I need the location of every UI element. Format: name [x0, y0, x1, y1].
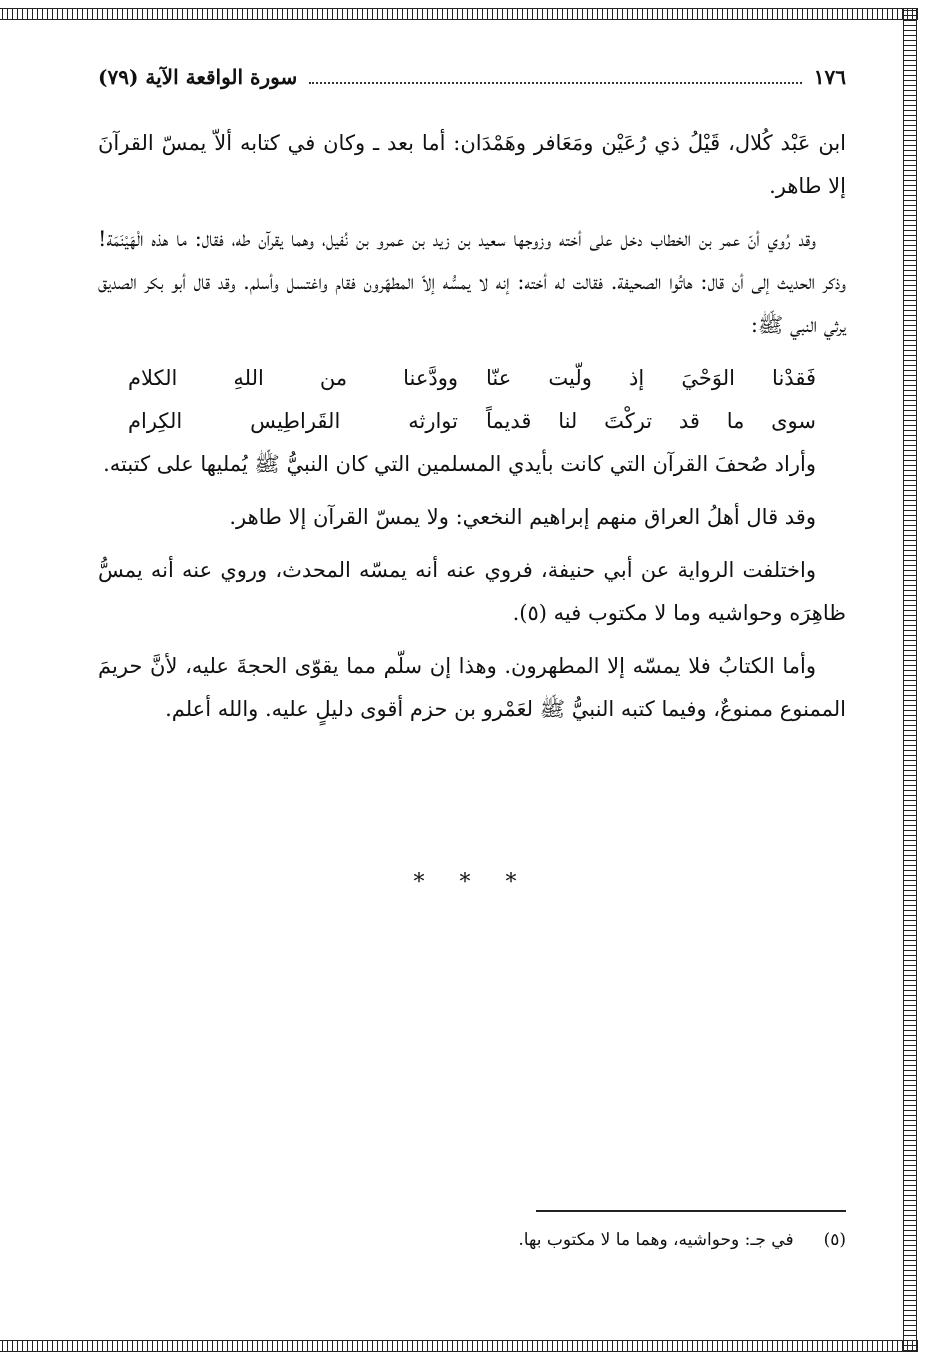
poem-verse — [98, 400, 846, 443]
paragraph: واختلفت الرواية عن أبي حنيفة، فروي عنه أنه يمسّه المحدث، وروي عنه أنه يمسُّ ظاهِرَه وحواشيه وما لا مكتوب فيه (٥). — [98, 558, 846, 625]
footnote-text: في جـ: وحواشيه، وهما ما لا مكتوب بها. — [518, 1230, 794, 1250]
dotted-leader — [309, 70, 802, 84]
verse-hemistich-right: سوى ما قد تركْتَ لنا قديماً — [486, 409, 816, 433]
decorative-border-top — [0, 8, 918, 20]
paragraph: وقد قال أهلُ العراق منهم إبراهيم النخعي: ولا يمسّ القرآن إلا طاهر. — [229, 505, 816, 529]
paragraph: وقد رُوي أنّ عمر بن الخطاب دخل على أخته وزوجها سعيد بن زيد بن عمرو بن نُفيل، وهما يقرآن طه، فقال: ما هذه الْهَيْنَمَة! وذكر الحديث إلى أن قال: هاتُوا الصحيفة. فقالت له أخته: إنه لا يمسُّه إلاّ المطهّرون فقام واغتسل وأسلم. وقد قال أبو بكر الصديق يرثي النبي ﷺ: — [98, 227, 846, 337]
paragraph: وأما الكتابُ فلا يمسّه إلا المطهرون. وهذا إن سلّم مما يقوّى الحجةَ عليه، لأنَّ حريمَ الممنوع ممنوعٌ، وفيما كتبه النبيُّ ﷺ لعَمْرو بن حزم أقوى دليلٍ عليه. والله أعلم. — [98, 654, 846, 721]
footnote-rule — [536, 1210, 846, 1212]
section-separator: * * * — [413, 870, 531, 895]
page-number: ١٧٦ — [813, 65, 846, 89]
page-body — [98, 122, 846, 741]
decorative-border-right — [903, 8, 917, 1352]
poem-verse — [98, 357, 846, 400]
paragraph: ابن عَبْد كُلال، قَيْلُ ذي رُعَيْن ومَعَافر وهَمْدَان: أما بعد ـ وكان في كتابه ألاّ يمسّ القرآنَ إلا طاهر. — [98, 131, 846, 198]
paragraph: وأراد صُحفَ القرآن التي كانت بأيدي المسلمين التي كان النبيُّ ﷺ يُمليها على كتبته. — [103, 452, 816, 476]
verse-hemistich-left: وودَّعنا من اللهِ الكلام — [128, 366, 458, 390]
page-header — [98, 62, 846, 92]
verse-hemistich-left: توارثه القَراطِيس الكِرام — [128, 409, 458, 433]
running-title: سورة الواقعة الآية (٧٩) — [98, 65, 298, 89]
footnote-marker: (٥) — [823, 1230, 846, 1250]
footnote — [98, 1230, 846, 1250]
decorative-border-bottom — [0, 1340, 918, 1352]
verse-hemistich-right: فَقدْنا الوَحْيَ إذ ولّيت عنّا — [486, 366, 816, 390]
